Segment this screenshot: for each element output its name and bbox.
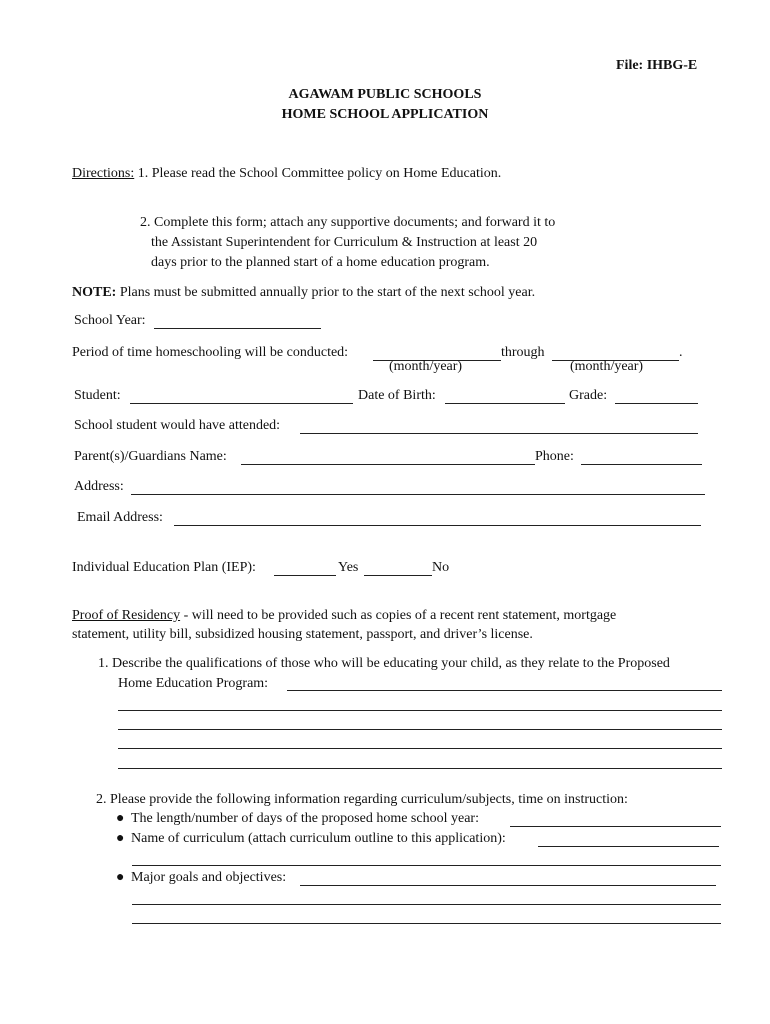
residency-line-2: statement, utility bill, subsidized housing statement, passport, and driver’s license. [72,627,533,642]
grade-label: Grade: [569,388,608,403]
district-name: AGAWAM PUBLIC SCHOOLS [288,87,482,102]
grade-field[interactable] [615,403,698,404]
question-1-answer-line-2[interactable] [118,710,722,711]
residency-text: - will need to be provided such as copies of a recent rent statement, mortgage [180,608,617,623]
note-text: Plans must be submitted annually prior to the start of the next school year. [116,285,536,300]
bullet-icon: ● [116,811,125,826]
period-label: Period of time homeschooling will be conducted: [72,345,349,360]
parents-label: Parent(s)/Guardians Name: [74,449,227,464]
phone-label: Phone: [535,449,574,464]
question-2: 2. Please provide the following information regarding curriculum/subjects, time on instruction: [96,792,628,807]
question-1-line-2: Home Education Program: [118,676,269,691]
question-2-bullet-2: Name of curriculum (attach curriculum outline to this application): [131,831,506,846]
bullet-icon: ● [116,870,125,885]
question-1-line-1: 1. Describe the qualifications of those who will be educating your child, as they relate to the Proposed [98,656,670,671]
iep-label: Individual Education Plan (IEP): [72,560,256,575]
period-end-hint: (month/year) [570,359,644,374]
school-attended-label: School student would have attended: [74,418,281,433]
goals-field[interactable] [300,885,716,886]
dob-field[interactable] [445,403,565,404]
goals-field-line-3[interactable] [132,923,721,924]
dob-label: Date of Birth: [358,388,436,403]
bullet-icon: ● [116,831,125,846]
school-year-field[interactable] [154,328,321,329]
directions-step-2-line-3: days prior to the planned start of a home education program. [151,255,490,270]
student-field[interactable] [130,403,353,404]
school-year-length-field[interactable] [510,826,721,827]
iep-no-label: No [432,560,450,575]
goals-field-line-2[interactable] [132,904,721,905]
question-2-bullet-3: Major goals and objectives: [131,870,287,885]
email-label: Email Address: [77,510,163,525]
file-reference: File: IHBG-E [616,58,698,73]
address-label: Address: [74,479,124,494]
iep-yes-label: Yes [338,560,359,575]
address-field[interactable] [131,494,705,495]
school-attended-field[interactable] [300,433,698,434]
question-1-answer-line-5[interactable] [118,768,722,769]
parents-field[interactable] [241,464,535,465]
curriculum-name-field-line-2[interactable] [132,865,721,866]
directions-step-1 [72,165,501,183]
iep-yes-field[interactable] [274,575,336,576]
form-title: HOME SCHOOL APPLICATION [281,107,489,122]
directions-step-2-line-2: the Assistant Superintendent for Curriculum & Instruction at least 20 [151,235,538,250]
question-1-answer-line-4[interactable] [118,748,722,749]
residency-label: Proof of Residency [72,608,181,623]
email-field[interactable] [174,525,701,526]
through-label: through [501,345,545,360]
curriculum-name-field[interactable] [538,846,719,847]
residency-line-1 [72,607,616,625]
period-end-punctuation: . [679,345,683,360]
question-1-answer-line-1[interactable] [287,690,722,691]
phone-field[interactable] [581,464,702,465]
period-start-hint: (month/year) [389,359,463,374]
iep-no-field[interactable] [364,575,432,576]
school-year-label: School Year: [74,313,146,328]
question-2-bullet-1: The length/number of days of the proposed home school year: [131,811,479,826]
directions-step-2-line-1: 2. Complete this form; attach any supportive documents; and forward it to [140,215,556,230]
note [72,284,535,302]
note-label: NOTE: [72,285,117,300]
directions-step1-text: 1. Please read the School Committee policy on Home Education. [134,166,502,181]
student-label: Student: [74,388,121,403]
question-1-answer-line-3[interactable] [118,729,722,730]
directions-label: Directions: [72,166,135,181]
